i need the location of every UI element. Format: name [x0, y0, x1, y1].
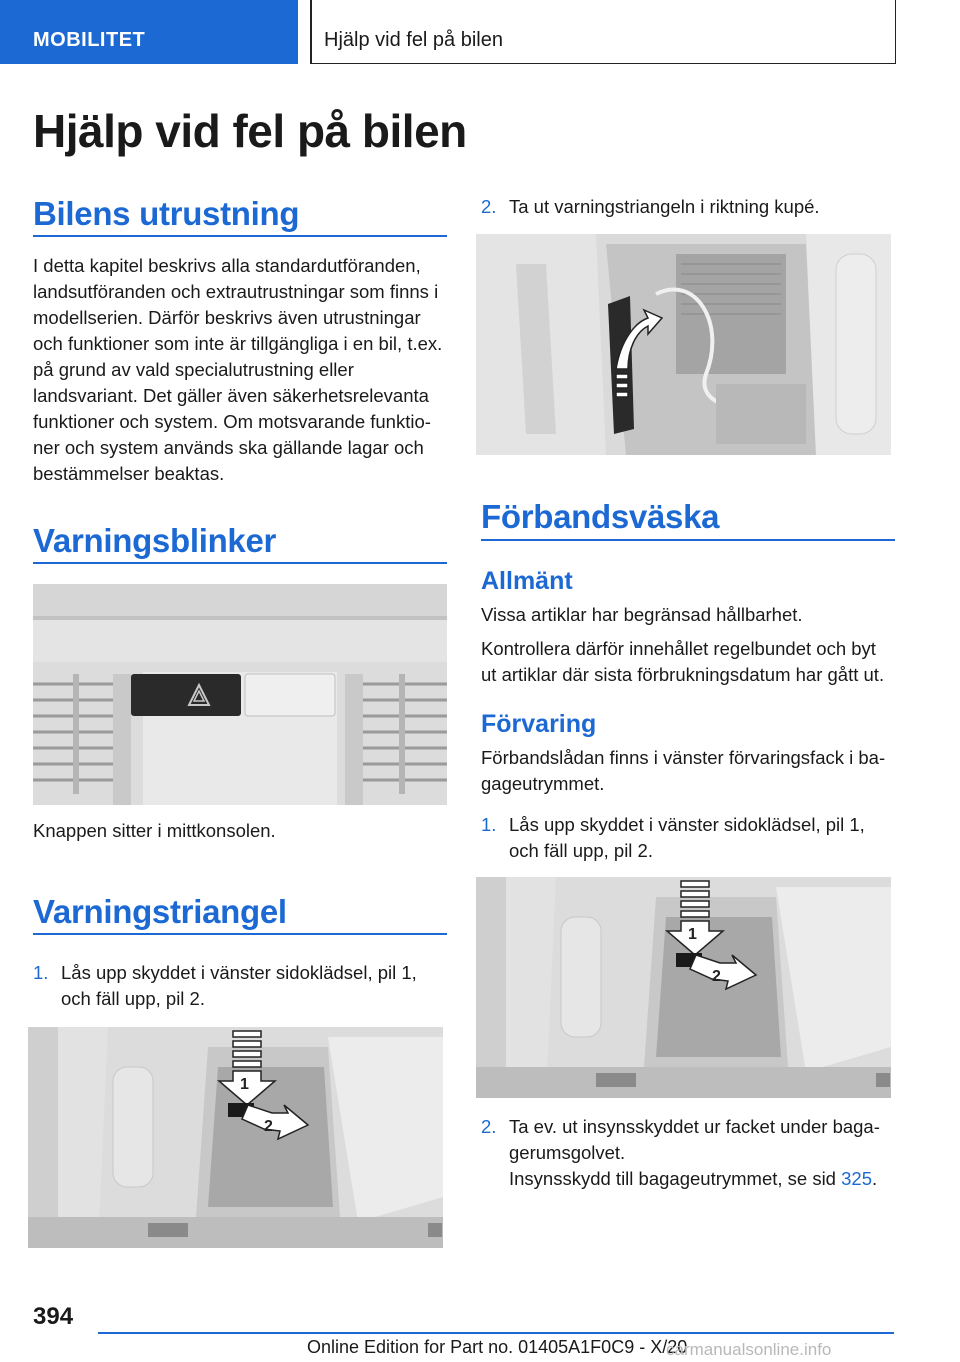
page-reference-link[interactable]: 325	[841, 1168, 872, 1189]
storage-paragraph: Förbandslådan finns i vänster förvaringsfack i ba-gageutrymmet.	[481, 747, 886, 794]
arrow-2-label: 2	[712, 968, 721, 985]
step-text: Ta ut varningstriangeln i riktning kupé.	[509, 196, 820, 217]
heading-rule	[33, 933, 447, 935]
step-number: 2.	[481, 196, 497, 217]
firstaid-step-1	[481, 812, 895, 864]
general-paragraph-1: Vissa artiklar har begränsad hållbarhet.	[481, 604, 803, 625]
section-tab: MOBILITET	[0, 0, 298, 64]
equipment-paragraph: I detta kapitel beskrivs alla standardutföranden, landsutföranden och extrautrustningar som finns i modellserien. Därför beskrivs även utrustningar och funktioner som inte är tillgängliga i en bil, t.ex. på grund av vald specialutrustning eller landsvariant. Det gäller även säkerhetsrelevanta funktioner och system. Om motsvarande funktio-ner och system används ska gällande lagar och bestämmelser beaktas.	[33, 255, 443, 484]
heading-varningstriangel: Varningstriangel	[33, 893, 287, 930]
heading-forvaring: Förvaring	[481, 710, 597, 738]
triangle-step-1	[33, 960, 447, 1012]
heading-rule	[33, 235, 447, 237]
step-text: Ta ev. ut insynsskyddet ur facket under baga-gerumsgolvet.	[509, 1116, 880, 1163]
step-number: 1.	[481, 814, 497, 835]
heading-rule	[481, 539, 895, 541]
hazard-button-figure	[33, 584, 447, 805]
heading-bilens-utrustning: Bilens utrustning	[33, 195, 300, 232]
page-title: Hjälp vid fel på bilen	[33, 105, 467, 157]
step-number: 2.	[481, 1116, 497, 1137]
reference-text: Insynsskydd till bagageutrymmet, se sid	[509, 1168, 842, 1189]
firstaid-cover-figure	[476, 877, 891, 1098]
hazard-caption: Knappen sitter i mittkonsolen.	[33, 820, 276, 841]
footer-edition: Online Edition for Part no. 01405A1F0C9 - X/20	[307, 1337, 688, 1357]
general-paragraph-2: Kontrollera därför innehållet regelbundet och byt ut artiklar där sista förbrukningsdatum har gått ut.	[481, 638, 885, 685]
step-text: Lås upp skyddet i vänster sidoklädsel, pil 1, och fäll upp, pil 2.	[61, 962, 417, 1009]
step-text: Lås upp skyddet i vänster sidoklädsel, pil 1, och fäll upp, pil 2.	[509, 814, 865, 861]
step-number: 1.	[33, 962, 49, 983]
arrow-2-label: 2	[264, 1118, 273, 1135]
heading-forbandsvaska: Förbandsväska	[481, 498, 720, 535]
triangle-step-2	[481, 194, 895, 220]
heading-varningsblinker: Varningsblinker	[33, 522, 277, 559]
heading-rule	[33, 562, 447, 564]
heading-allmant: Allmänt	[481, 567, 573, 595]
watermark: carmanualsonline.info	[666, 1340, 832, 1359]
arrow-1-label: 1	[688, 926, 697, 943]
arrow-1-label: 1	[240, 1076, 249, 1093]
triangle-cover-figure	[28, 1027, 443, 1248]
firstaid-step-2-reference	[509, 1166, 895, 1192]
chapter-title: Hjälp vid fel på bilen	[310, 0, 896, 64]
footer-rule	[98, 1332, 894, 1334]
page-number: 394	[33, 1303, 74, 1330]
firstaid-step-2	[481, 1114, 895, 1166]
reference-suffix: .	[872, 1168, 878, 1189]
triangle-removal-figure	[476, 234, 891, 455]
